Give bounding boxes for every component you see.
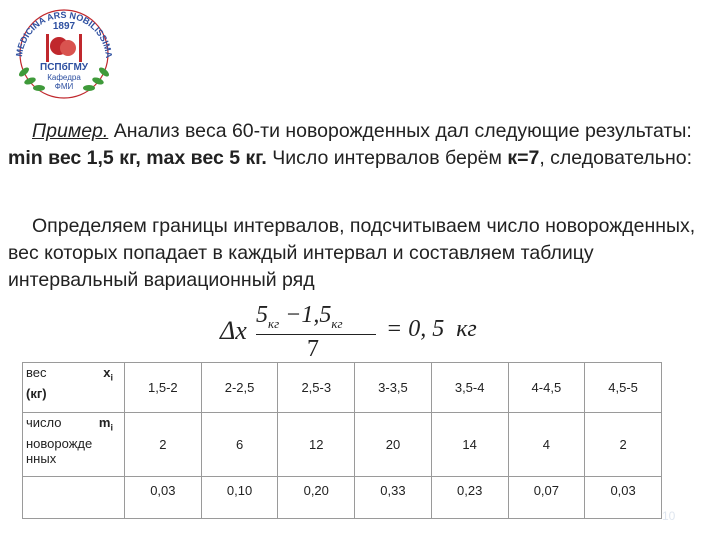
count-cell: 14 bbox=[431, 413, 508, 477]
method-text: Определяем границы интервалов, подсчитываем число новорожденных, вес которых попадает в каждый интервал и составляем таблицу интервальный вариационный ряд bbox=[8, 215, 696, 291]
intro-text-1: Анализ веса 60-ти новорожденных дал следующие результаты: bbox=[108, 120, 692, 142]
formula-denominator: 7 bbox=[307, 336, 319, 362]
count-cell: 2 bbox=[125, 413, 202, 477]
frequency-cell: 0,03 bbox=[585, 477, 662, 519]
formula-numerator: $5_{кг} -1,5_{кг}$ bbox=[256, 302, 343, 331]
table-row-counts bbox=[23, 413, 662, 477]
intro-paragraph bbox=[8, 118, 708, 172]
example-label: Пример. bbox=[32, 120, 109, 142]
interval-cell: 2,5-3 bbox=[278, 363, 355, 413]
count-cell: 20 bbox=[355, 413, 432, 477]
interval-cell: 4,5-5 bbox=[585, 363, 662, 413]
logo-org: ПСПбГМУ bbox=[40, 62, 88, 73]
row-label-weight: вес $x_i$ (кг) bbox=[23, 363, 125, 413]
variation-series-table bbox=[22, 362, 662, 519]
formula-result: = 0, 5 кг bbox=[386, 316, 477, 342]
interval-cell: 1,5-2 bbox=[125, 363, 202, 413]
count-cell: 2 bbox=[585, 413, 662, 477]
count-cell: 6 bbox=[201, 413, 278, 477]
intro-text-2: Число интервалов берём bbox=[266, 147, 508, 169]
frequency-cell: 0,03 bbox=[125, 477, 202, 519]
frequency-cell: 0,20 bbox=[278, 477, 355, 519]
logo-dept-1: Кафедра bbox=[47, 73, 81, 82]
intro-text-3: , следовательно: bbox=[539, 147, 692, 169]
min-max-text: min вес 1,5 кг, max вес 5 кг. bbox=[8, 147, 267, 169]
frequency-cell: 0,23 bbox=[431, 477, 508, 519]
method-paragraph bbox=[8, 213, 708, 294]
row-label-empty bbox=[23, 477, 125, 519]
frequency-cell: 0,07 bbox=[508, 477, 585, 519]
frequency-cell: 0,33 bbox=[355, 477, 432, 519]
interval-cell: 2-2,5 bbox=[201, 363, 278, 413]
page-number: 10 bbox=[662, 509, 676, 523]
count-cell: 4 bbox=[508, 413, 585, 477]
formula-lhs: Δx bbox=[220, 316, 247, 345]
table-row-intervals bbox=[23, 363, 662, 413]
table-row-frequencies bbox=[23, 477, 662, 519]
interval-cell: 3-3,5 bbox=[355, 363, 432, 413]
fraction-bar bbox=[256, 334, 376, 335]
logo-motto: MEDICINA ARS NOBILISSIMA bbox=[14, 9, 115, 59]
university-logo bbox=[4, 2, 124, 102]
count-cell: 12 bbox=[278, 413, 355, 477]
frequency-cell: 0,10 bbox=[201, 477, 278, 519]
interval-width-formula bbox=[216, 300, 477, 364]
k-value: к=7 bbox=[507, 147, 540, 169]
logo-dept-2: ФМИ bbox=[54, 82, 74, 91]
row-label-count: число $m_i$ новорожде нных bbox=[23, 413, 125, 477]
logo-year: 1897 bbox=[52, 21, 76, 32]
interval-cell: 4-4,5 bbox=[508, 363, 585, 413]
interval-cell: 3,5-4 bbox=[431, 363, 508, 413]
